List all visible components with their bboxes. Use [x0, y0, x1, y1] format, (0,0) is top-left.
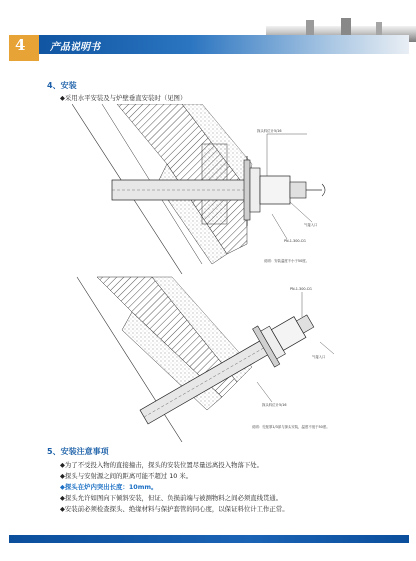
figure1-label-b: 气接入口	[304, 223, 318, 227]
section-5-title: 5、安装注意事项	[47, 447, 109, 456]
page-title: 产品说明书	[50, 42, 100, 53]
figure1-label-a: 探头料位计5/16	[257, 129, 282, 133]
note-item-1: ◆为了不受投入物的直接撞击，探头的安装位置尽量远离投入物落下处。	[60, 461, 264, 469]
note-item-5: ◆安装前必须检查探头、绝缘材料与保护套管的同心度，以保证料位计工作正常。	[60, 505, 289, 513]
figure2-note: 说明：孔壁厚1/3部与探头安装，温度不低于50度。	[252, 425, 330, 429]
installation-diagram-vertical	[72, 272, 372, 442]
chapter-number: 4	[15, 36, 26, 54]
page-header	[0, 0, 416, 62]
note-item-4: ◆探头允许如图向下倾斜安装，但证、负损前端与被测物料之间必须直线贯通。	[60, 494, 283, 502]
figure2-label-a: PN-1.300-CG	[290, 287, 312, 291]
figure1-label-c: PN-1.300-CG	[284, 239, 306, 243]
section-4-subtitle: ◆采用水平安装及与炉壁垂直安装时（见图）	[60, 94, 187, 102]
figure2-label-b: 气接入口	[312, 355, 326, 359]
figure2-label-c: 探头料位计5/16	[262, 403, 287, 407]
section-4-title: 4、安装	[47, 81, 77, 90]
figure1-note: 说明：安装温度不小于50度。	[264, 259, 310, 263]
installation-diagram-horizontal	[72, 104, 372, 274]
note-item-2: ◆探头与安射源之间的距离可能不超过 10 米。	[60, 472, 193, 480]
note-item-3-highlight: ◆探头在炉内突出长度：10mm。	[60, 483, 158, 491]
footer-bar	[9, 535, 409, 543]
